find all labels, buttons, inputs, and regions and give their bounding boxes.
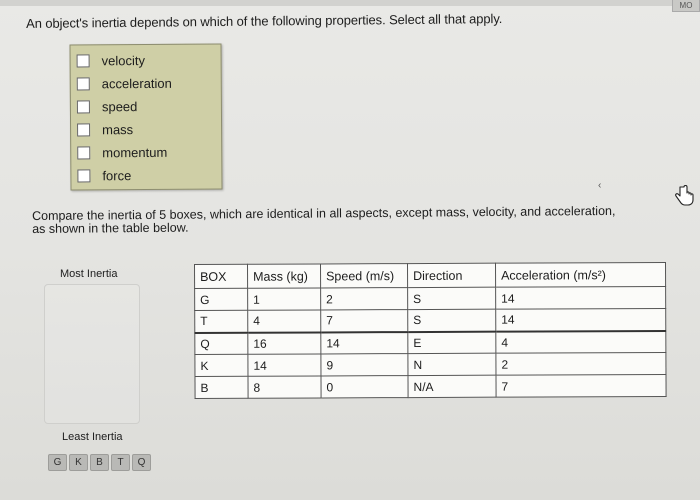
cell: 1 <box>248 288 321 310</box>
stray-mark-icon: ‹ <box>598 180 602 191</box>
cell: 4 <box>248 310 321 332</box>
chip-k[interactable]: K <box>69 454 88 471</box>
header-box: BOX <box>195 264 248 288</box>
header-acceleration: Acceleration (m/s²) <box>495 262 665 287</box>
checkbox[interactable] <box>77 54 90 67</box>
cell: 8 <box>248 376 321 398</box>
header-mass: Mass (kg) <box>248 264 321 288</box>
draggable-chips <box>48 454 153 471</box>
chip-b[interactable]: B <box>90 454 109 471</box>
cell: N <box>408 353 496 375</box>
table-row <box>195 374 666 398</box>
option-label: mass <box>102 121 134 137</box>
option-force[interactable] <box>77 164 217 187</box>
corner-button[interactable]: MO <box>672 0 700 12</box>
cell: Q <box>195 332 248 354</box>
cell: 0 <box>321 376 408 398</box>
cell: N/A <box>408 375 496 397</box>
least-inertia-label: Least Inertia <box>62 431 123 443</box>
cell: S <box>408 287 496 309</box>
cell: 2 <box>321 288 408 310</box>
cell: 9 <box>321 354 408 376</box>
checkbox[interactable] <box>77 77 90 90</box>
compare-instructions <box>32 204 692 236</box>
checkbox[interactable] <box>77 146 90 159</box>
option-label: momentum <box>102 144 168 160</box>
option-label: force <box>102 167 132 183</box>
cell: 14 <box>496 308 666 331</box>
cell: T <box>195 310 248 332</box>
checkbox[interactable] <box>77 100 90 113</box>
cell: 4 <box>496 330 666 353</box>
cell: E <box>408 331 496 353</box>
option-label: velocity <box>101 52 146 68</box>
table-header-row <box>195 262 666 288</box>
cell: 7 <box>321 310 408 332</box>
cell: K <box>195 354 248 376</box>
most-inertia-label: Most Inertia <box>60 268 118 280</box>
cell: 14 <box>496 286 666 309</box>
options-panel <box>69 43 222 190</box>
option-velocity[interactable] <box>77 49 217 72</box>
question-text: An object's inertia depends on which of the following properties. Select all that apply. <box>26 11 503 31</box>
option-mass[interactable] <box>77 118 217 141</box>
cell: 16 <box>248 332 321 354</box>
cell: 7 <box>496 374 666 397</box>
compare-line-2: as shown in the table below. <box>32 220 189 236</box>
cell: 2 <box>496 352 666 375</box>
cell: G <box>195 288 248 310</box>
option-speed[interactable] <box>77 95 217 118</box>
cell: S <box>408 309 496 331</box>
ranking-drop-zone[interactable] <box>44 284 140 424</box>
chip-t[interactable]: T <box>111 454 130 471</box>
option-acceleration[interactable] <box>77 72 217 95</box>
table-row <box>195 352 666 376</box>
header-direction: Direction <box>408 263 496 287</box>
option-momentum[interactable] <box>77 141 217 164</box>
table-row <box>195 286 666 310</box>
cell: B <box>195 376 248 398</box>
table-row <box>195 308 666 332</box>
top-bar <box>0 0 700 6</box>
option-label: acceleration <box>101 75 172 91</box>
chip-g[interactable]: G <box>48 454 67 471</box>
compare-line-1: Compare the inertia of 5 boxes, which are identical in all aspects, except mass, velocity, and acceleration, <box>31 203 616 223</box>
checkbox[interactable] <box>77 123 90 136</box>
chip-q[interactable]: Q <box>132 454 151 471</box>
box-data-table <box>194 262 667 399</box>
table-row <box>195 330 666 354</box>
option-label: speed <box>101 98 138 114</box>
cell: 14 <box>321 332 408 354</box>
checkbox[interactable] <box>77 169 90 182</box>
cell: 14 <box>248 354 321 376</box>
header-speed: Speed (m/s) <box>321 264 408 288</box>
